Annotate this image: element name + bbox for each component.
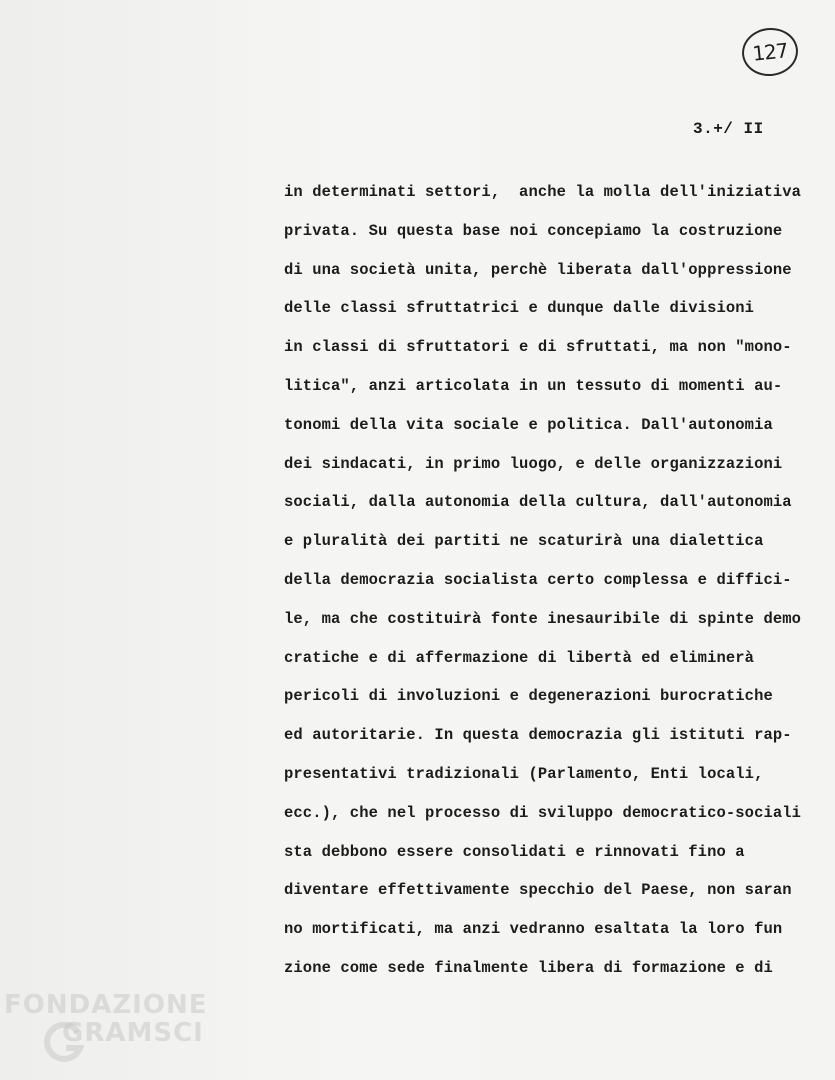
text-line: sociali, dalla autonomia della cultura, dall'autonomia — [284, 493, 792, 512]
archive-number-stamp — [740, 25, 801, 79]
text-line: zione come sede finalmente libera di formazione e di — [284, 958, 773, 977]
text-line: diventare effettivamente specchio del Paese, non saran — [284, 881, 792, 900]
text-line: privata. Su questa base noi concepiamo la costruzione — [284, 221, 783, 240]
text-line: in determinati settori, anche la molla dell'iniziativa — [284, 183, 802, 201]
text-line: di una società unita, perchè liberata dall'oppressione — [284, 260, 792, 279]
text-line: e pluralità dei partiti ne scaturirà una dialettica — [284, 532, 764, 551]
text-line: cratiche e di affermazione di libertà ed eliminerà — [284, 648, 755, 667]
text-line: ed autoritarie. In questa democrazia gli istituti rap- — [284, 726, 792, 745]
text-line: presentativi tradizionali (Parlamento, Enti locali, — [284, 764, 764, 783]
text-line: della democrazia socialista certo complessa e diffici- — [284, 570, 792, 589]
text-line: no mortificati, ma anzi vedranno esaltata la loro fun — [284, 920, 783, 939]
fondazione-gramsci-watermark — [4, 990, 214, 1070]
text-line: le, ma che costituirà fonte inesauribile di spinte demo — [284, 609, 802, 628]
text-line: delle classi sfruttatrici e dunque dalle divisioni — [284, 299, 755, 318]
text-line: pericoli di involuzioni e degenerazioni burocratiche — [284, 687, 773, 706]
gramsci-logo-icon — [40, 1018, 86, 1064]
text-line: in classi di sfruttatori e di sfruttati, ma non "mono- — [284, 338, 792, 357]
text-line: tonomi della vita sociale e politica. Dall'autonomia — [284, 415, 773, 434]
archive-number: 127 — [751, 38, 789, 66]
watermark-line-2: GRAMSCI — [62, 1018, 204, 1048]
body-text — [284, 180, 834, 995]
text-line: litica", anzi articolata in un tessuto di momenti au- — [284, 376, 783, 395]
text-line: ecc.), che nel processo di sviluppo democratico-sociali — [284, 803, 802, 822]
watermark-line-1: FONDAZIONE — [4, 990, 208, 1020]
text-line: sta debbono essere consolidati e rinnovati fino a — [284, 842, 745, 861]
page-reference: 3.+/ II — [693, 120, 764, 138]
text-line: dei sindacati, in primo luogo, e delle organizzazioni — [284, 454, 783, 473]
